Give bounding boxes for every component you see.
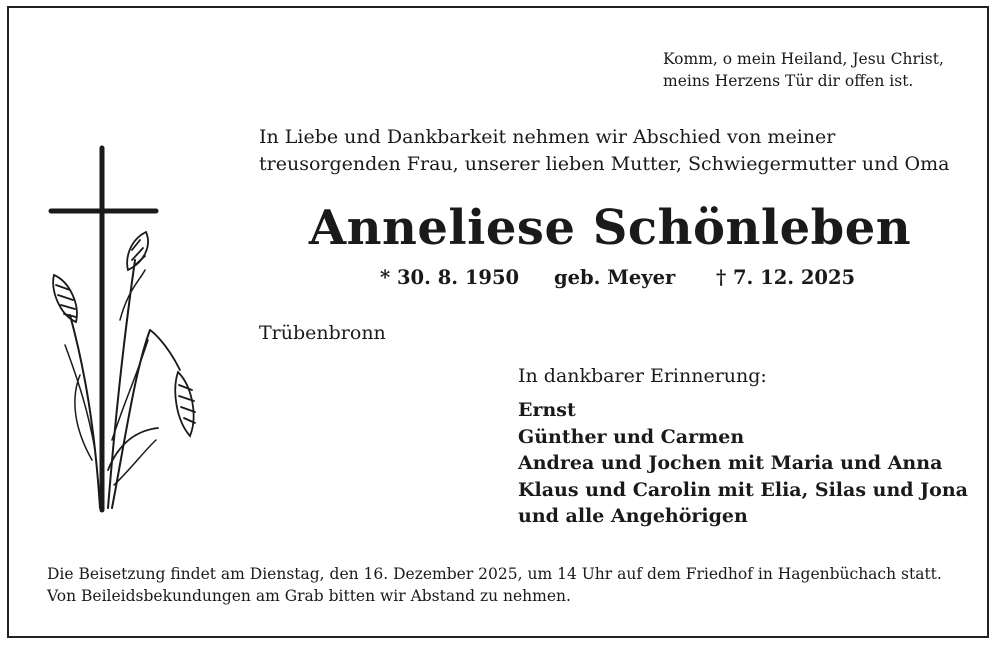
mourner-name: Andrea und Jochen mit Maria und Anna [518,452,943,474]
cross-with-wheat-icon [40,140,210,515]
mourner-name: Klaus und Carolin mit Elia, Silas und Jona [518,478,968,501]
funeral-info-line: Von Beileidsbekundungen am Grab bitten wir Abstand zu nehmen. [47,587,571,605]
mourner-name: und alle Angehörigen [518,505,748,527]
funeral-info-line: Die Beisetzung findet am Dienstag, den 16. Dezember 2025, um 14 Uhr auf dem Friedhof in Hagenbüchach statt. [47,565,942,583]
mourner-name: Günther und Carmen [518,425,745,448]
verse [663,48,944,92]
verse-line: Komm, o mein Heiland, Jesu Christ, [663,50,944,68]
place-name: Trübenbronn [259,322,386,344]
funeral-info [47,563,942,607]
verse-line: meins Herzens Tür dir offen ist. [663,72,914,90]
mourner-name: Ernst [518,399,576,421]
mourners-list [518,397,968,530]
mourners-heading: In dankbarer Erinnerung: [518,365,767,387]
intro-text [259,124,949,178]
intro-line: In Liebe und Dankbarkeit nehmen wir Abschied von meiner [259,126,836,148]
maiden-name: geb. Meyer [554,266,676,289]
death-date: † 7. 12. 2025 [716,266,856,289]
birth-date: * 30. 8. 1950 [380,266,520,289]
mourners-block [518,365,968,530]
intro-line: treusorgenden Frau, unserer lieben Mutter, Schwiegermutter und Oma [259,153,950,175]
deceased-name: Anneliese Schönleben [308,200,912,256]
